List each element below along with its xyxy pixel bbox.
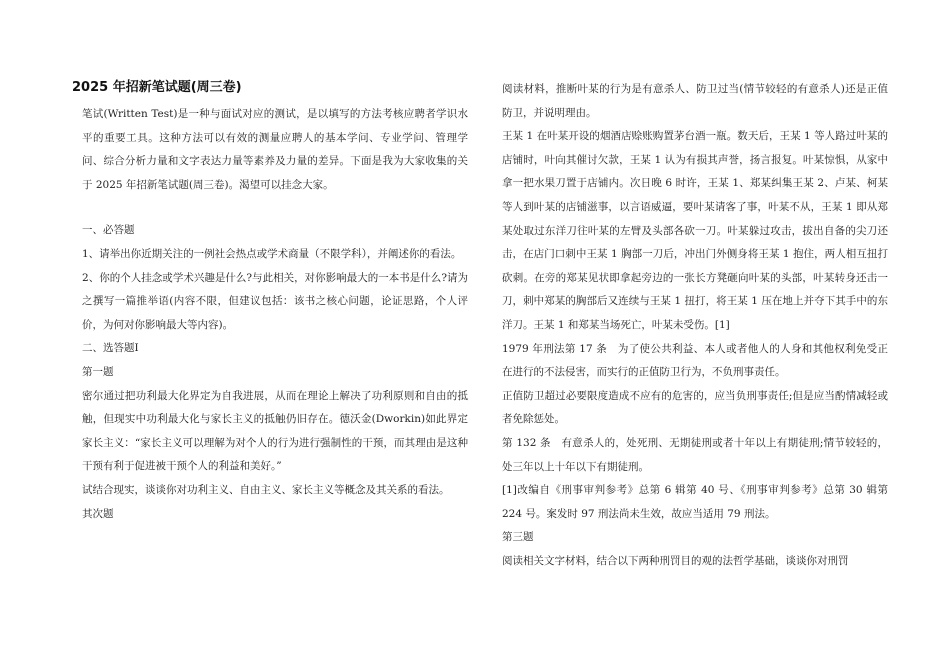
section-heading-optional: 二、选答题Ⅰ — [82, 342, 139, 355]
question-2: 2、你的个人挂念或学术兴趣是什么?与此相关，对你影响最大的一本书是什么?请为之撰写一篇推举语(内容不限，但建议包括：该书之核心问题，论证思路，个人评价，为何对你影响最大等内容)。 — [82, 271, 468, 331]
law-article-132: 第 132 条 有意杀人的，处死刑、无期徒刑或者十年以上有期徒刑;情节较轻的，处三年以上十年以下有期徒刑。 — [502, 436, 888, 473]
topic-1-paragraph-2: 试结合现实，谈谈你对功利主义、自由主义、家长主义等概念及其关系的看法。 — [82, 483, 450, 496]
topic-1-heading: 第一题 — [82, 365, 114, 378]
right-column — [492, 78, 888, 573]
left-column — [72, 66, 468, 526]
section-heading-required: 一、必答题 — [82, 224, 135, 237]
intro-paragraph: 笔试(Written Test)是一种与面试对应的测试，是以填写的方法考核应聘者学识水平的重要工具。这种方法可以有效的测量应聘人的基本学问、专业学问、管理学问、综合分析力量和文字表达力量等素养及力量的差异。下面是我为大家收集的关于 2025 年招新笔试题(周三卷)。渴望可以挂念大家。 — [82, 108, 468, 191]
topic-2-heading: 其次题 — [82, 507, 114, 520]
page-title: 2025 年招新笔试题(周三卷) — [72, 80, 242, 95]
footnote-1: [1]改编自《刑事审判参考》总第 6 辑第 40 号、《刑事审判参考》总第 30 辑第 224 号。案发时 97 刑法尚未生效，故应当适用 79 刑法。 — [502, 484, 888, 520]
topic-3-heading: 第三题 — [502, 531, 534, 544]
case-paragraph: 王某 1 在叶某开设的烟酒店赊账购置茅台酒一瓶。数天后，王某 1 等人路过叶某的店铺时，叶向其催讨欠款，王某 1 认为有损其声誉，扬言报复。叶某惊惧，从家中拿一把水果刀置于店铺内。次日晚 6 时许，王某 1、郑某纠集王某 2、卢某、柯某等人到叶某的店铺滋事，以言语威逼，要叶某请客了事，叶某不从，王某 1 即从郑某处取过东洋刀往叶某的左臂及头部各砍一刀。叶某躲过攻击，拔出自备的尖刀还击，在店门口刺中王某 1 胸部一刀后，冲出门外侧身将王某 1 抱住，两人相互扭打砍刺。在旁的郑某见状即拿起旁边的一张长方凳砸向叶某的头部，叶某转身还击一刀，刺中郑某的胸部后又连续与王某 1 扭打，将王某 1 压在地上并夺下其手中的东洋刀。王某 1 和郑某当场死亡，叶某未受伤。[1] — [502, 130, 888, 331]
topic-3-paragraph: 阅读相关文字材料，结合以下两种刑罚目的观的法哲学基础，谈谈你对刑罚 — [502, 554, 849, 567]
topic-1-paragraph-1: 密尔通过把功利最大化界定为自我进展，从而在理论上解决了功利原则和自由的抵触，但现实中功利最大化与家长主义的抵触仍旧存在。德沃金(Dworkin)如此界定家长主义：“家长主义可以理解为对个人的行为进行强制性的干预，而其理由是这种干预有利于促进被干预个人的利益和美好。” — [82, 389, 468, 473]
right-paragraph-1: 阅读材料，推断叶某的行为是有意杀人、防卫过当(情节较轻的有意杀人)还是正值防卫，并说明理由。 — [502, 83, 888, 119]
law-excess-defense: 正值防卫超过必要限度造成不应有的危害的，应当负刑事责任;但是应当酌情减轻或者免除惩处。 — [502, 389, 888, 426]
spacer — [72, 197, 468, 219]
question-1: 1、请举出你近期关注的一例社会热点或学术商量（不限学科），并阐述你的看法。 — [82, 247, 462, 260]
law-article-17: 1979 年刑法第 17 条 为了使公共利益、本人或者他人的人身和其他权利免受正在进行的不法侵害，而实行的正值防卫行为，不负刑事责任。 — [502, 342, 888, 379]
